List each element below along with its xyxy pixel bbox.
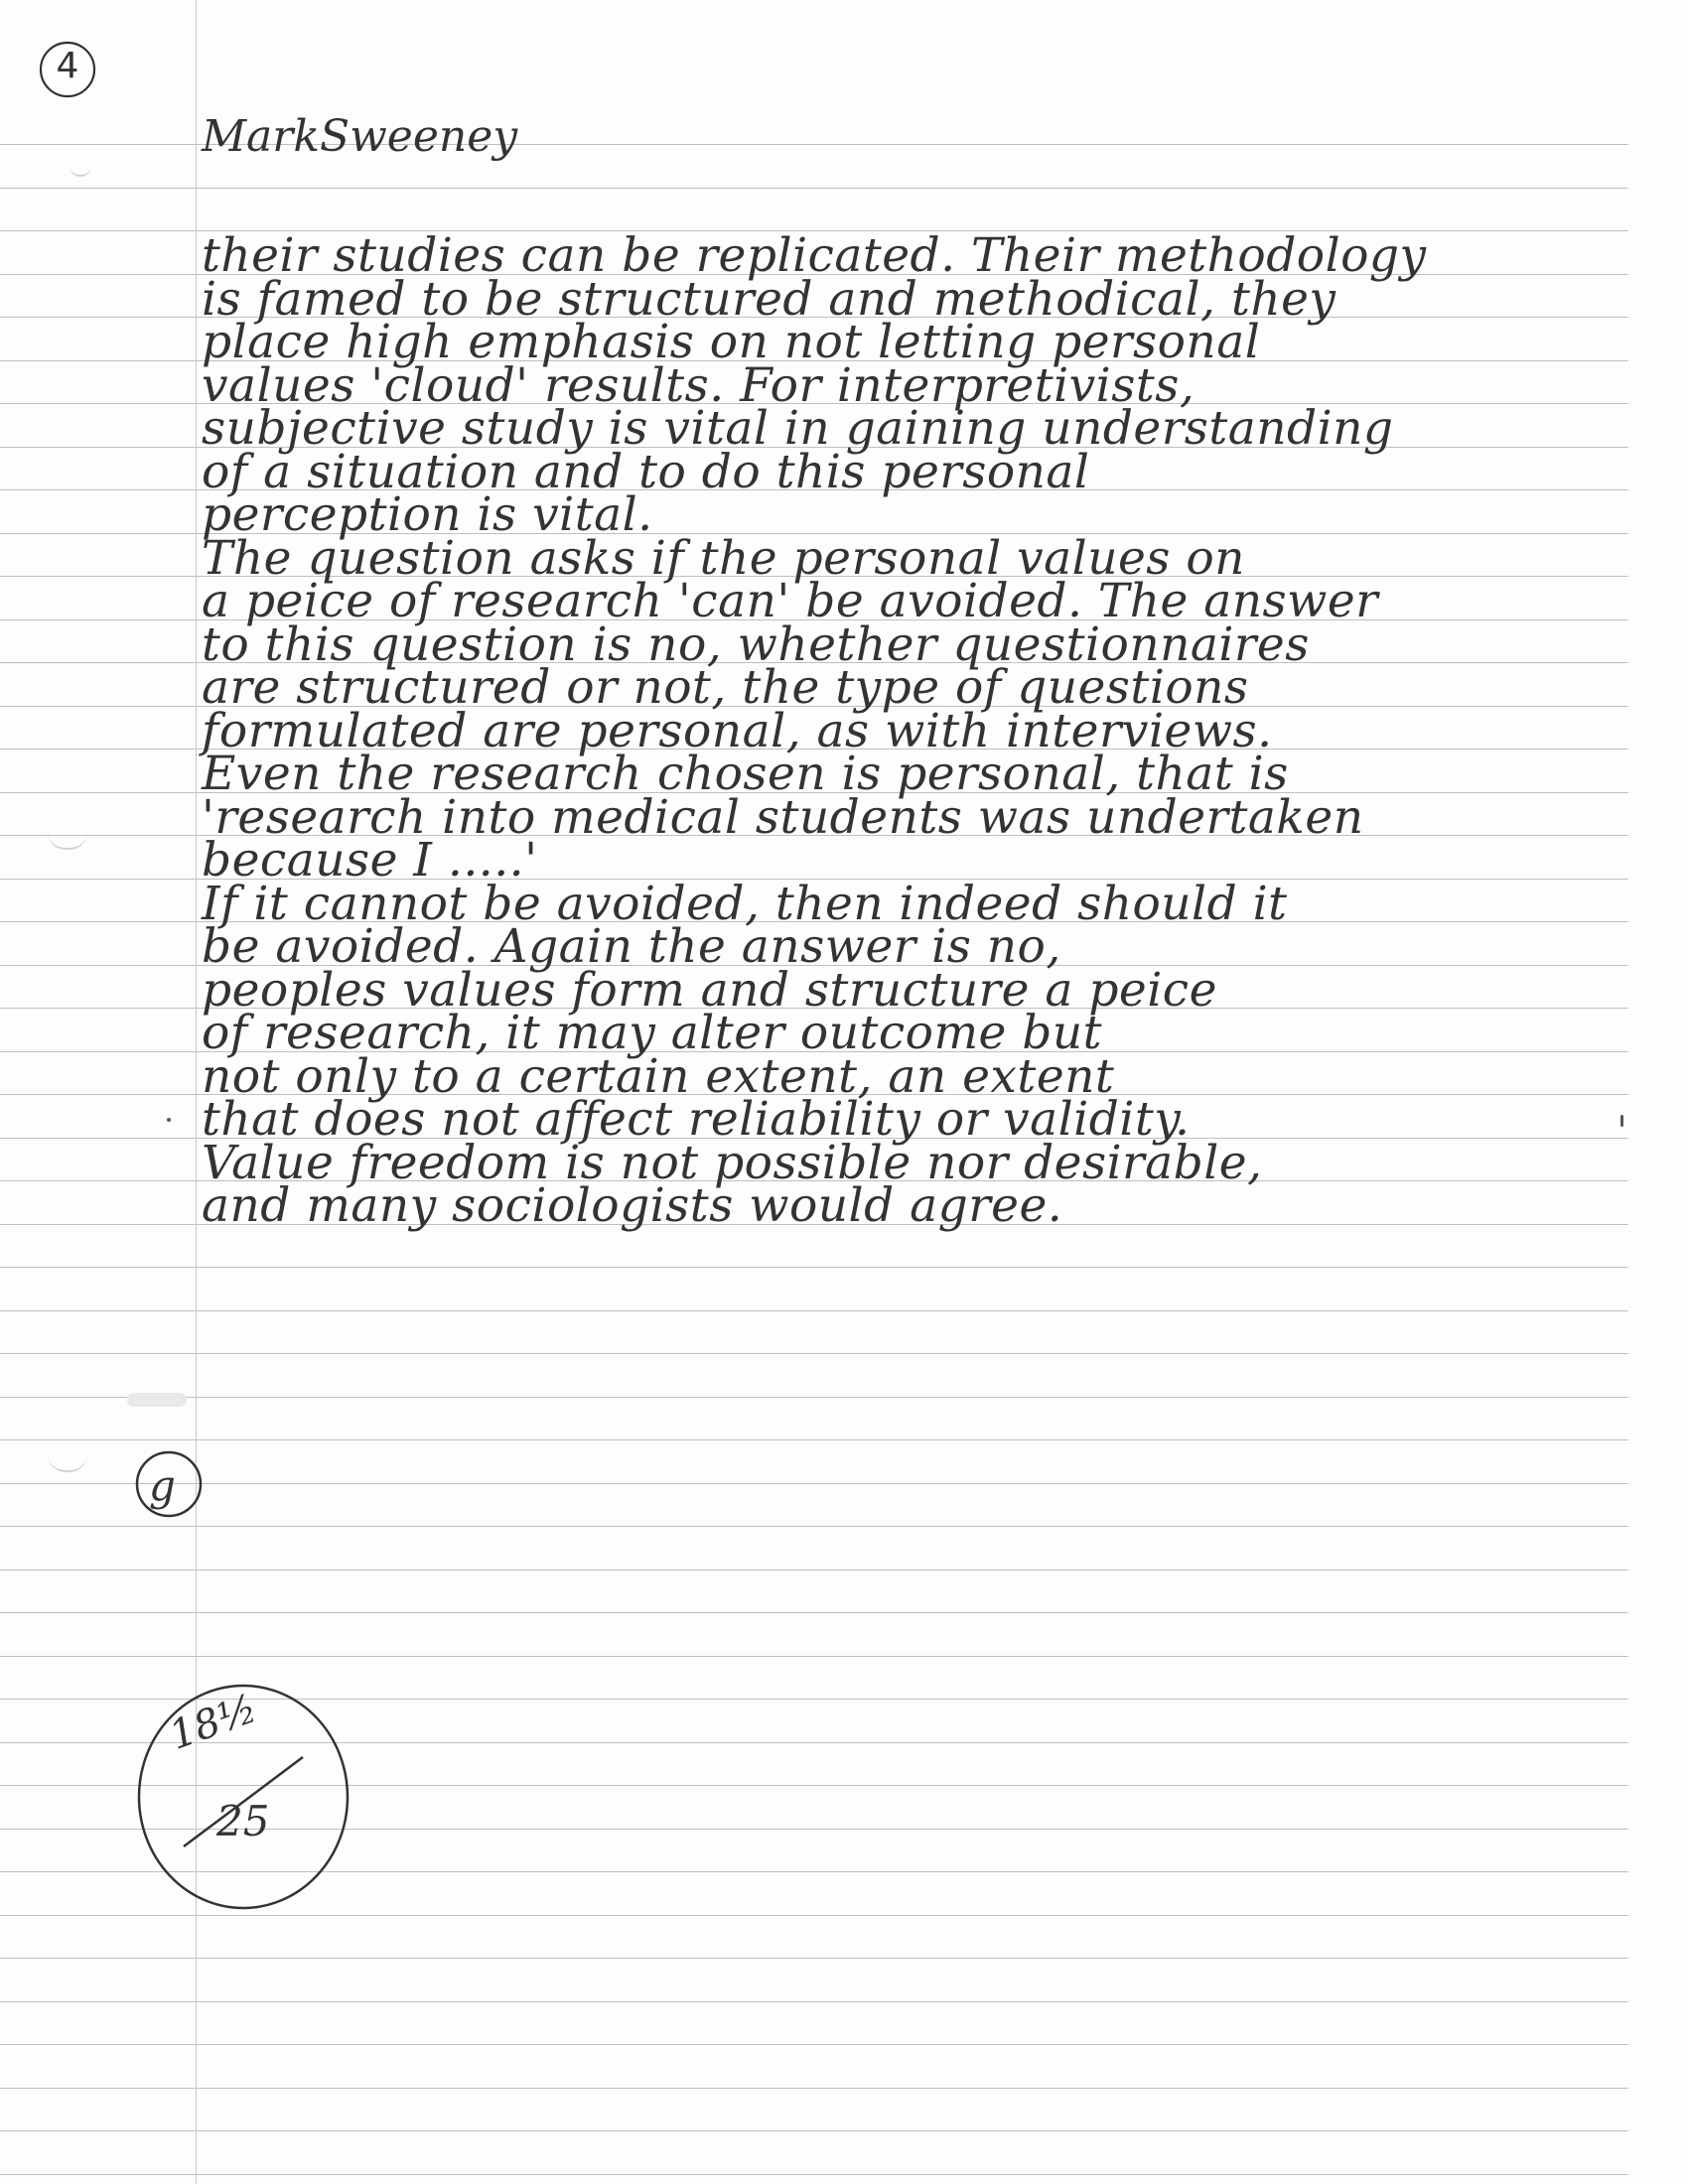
ruled-line [0, 1483, 1628, 1484]
grade-score-awarded: 18½ [163, 1686, 263, 1759]
punch-hole-mark [48, 1454, 87, 1472]
ruled-line [0, 2044, 1628, 2045]
grade-score-total: 25 [216, 1797, 270, 1845]
answer-line: values 'cloud' results. For interpretivists, [202, 357, 1196, 413]
ruled-line [0, 1353, 1628, 1354]
ruled-line [0, 2001, 1628, 2002]
answer-line: are structured or not, the type of questions [202, 660, 1249, 715]
answer-line: and many sociologists would agree. [202, 1178, 1063, 1233]
answer-line: that does not affect reliability or validity. [202, 1092, 1191, 1147]
page-number: 4 [56, 46, 79, 86]
stray-dot [167, 1118, 171, 1122]
answer-line: perception is vital. [202, 487, 653, 542]
stray-dot [1620, 1115, 1623, 1127]
answer-line: their studies can be replicated. Their methodology [202, 228, 1427, 283]
ruled-line [0, 1397, 1628, 1398]
punch-hole-mark [70, 159, 91, 177]
ruled-line [0, 1267, 1628, 1268]
ruled-line [0, 1439, 1628, 1440]
answer-line: peoples values form and structure a peice [202, 962, 1217, 1018]
ruled-line [0, 2088, 1628, 2089]
answer-line: formulated are personal, as with interviews. [202, 703, 1273, 758]
answer-line: not only to a certain extent, an extent [202, 1048, 1115, 1104]
ruled-line [0, 1958, 1628, 1959]
answer-line: because I .....' [202, 833, 538, 887]
answer-line: The question asks if the personal values on [202, 530, 1245, 586]
ruled-line [0, 1526, 1628, 1527]
answer-line: of research, it may alter outcome but [202, 1006, 1103, 1060]
answer-line: subjective study is vital in gaining understanding [202, 401, 1394, 456]
ruled-line [0, 2130, 1628, 2131]
answer-line: 'research into medical students was undertaken [202, 789, 1364, 845]
margin-mark: g [149, 1461, 176, 1510]
ruled-line [0, 1656, 1628, 1657]
answer-line: a peice of research 'can' be avoided. The answer [202, 574, 1379, 628]
answer-line: Value freedom is not possible nor desirable, [202, 1135, 1263, 1190]
ruled-line [0, 1612, 1628, 1613]
punch-hole-mark [48, 832, 87, 850]
ruled-line [0, 188, 1628, 189]
answer-line: be avoided. Again the answer is no, [202, 919, 1061, 974]
answer-line: is famed to be structured and methodical, they [202, 271, 1336, 327]
answer-line: of a situation and to do this personal [202, 444, 1090, 499]
answer-line: Even the research chosen is personal, that is [202, 747, 1289, 801]
author-name: MarkSweeney [202, 111, 518, 162]
answer-line: to this question is no, whether questionnaires [202, 616, 1310, 672]
smudge-mark [127, 1393, 187, 1407]
answer-line: If it cannot be avoided, then indeed should it [202, 876, 1288, 931]
ruled-line [0, 1310, 1628, 1311]
ruled-line [0, 2174, 1628, 2175]
answer-line: place high emphasis on not letting personal [202, 315, 1261, 369]
